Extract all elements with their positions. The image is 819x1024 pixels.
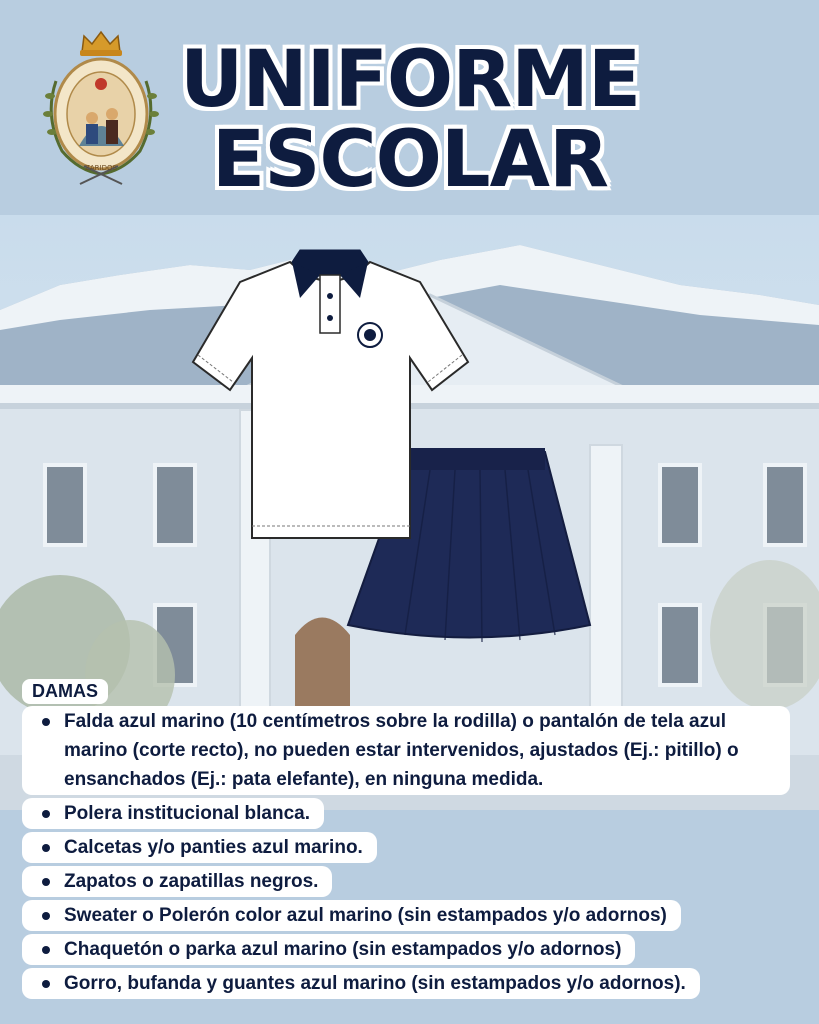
- list-item-text: Chaquetón o parka azul marino (sin estampados y/o adornos): [22, 934, 635, 965]
- title-line-1: UNIFORME: [180, 35, 641, 125]
- list-item-text: Sweater o Polerón color azul marino (sin estampados y/o adornos): [22, 900, 681, 931]
- bullet-icon: [42, 844, 50, 852]
- list-item: [22, 706, 812, 795]
- list-item-text: Zapatos o zapatillas negros.: [22, 866, 332, 897]
- bullet-icon: [42, 718, 50, 726]
- list-item-text: Calcetas y/o panties azul marino.: [22, 832, 377, 863]
- list-item: [22, 900, 812, 931]
- bullet-icon: [42, 878, 50, 886]
- list-item-text: Falda azul marino (10 centímetros sobre la rodilla) o pantalón de tela azul marino (corte recto), no pueden estar intervenidos, ajustados (Ej.: pitillo) o ensanchados (Ej.: pata elefante), en ninguna medida.: [22, 706, 790, 795]
- list-item: [22, 934, 812, 965]
- requirements-items: [22, 706, 812, 999]
- list-item: [22, 832, 812, 863]
- list-item-text: Gorro, bufanda y guantes azul marino (sin estampados y/o adornos).: [22, 968, 700, 999]
- section-heading-damas: DAMAS: [22, 679, 108, 704]
- bullet-icon: [42, 810, 50, 818]
- school-crest-logo: [34, 26, 168, 186]
- uniform-requirements-list: [22, 679, 812, 1002]
- page-title: [180, 35, 641, 205]
- list-item-text: Polera institucional blanca.: [22, 798, 324, 829]
- bullet-icon: [42, 912, 50, 920]
- bullet-icon: [42, 980, 50, 988]
- crest-text-bottom: ZARIDOS: [85, 164, 117, 172]
- title-line-2: ESCOLAR: [211, 115, 609, 205]
- list-item: [22, 968, 812, 999]
- list-item: [22, 798, 812, 829]
- list-item: [22, 866, 812, 897]
- bullet-icon: [42, 946, 50, 954]
